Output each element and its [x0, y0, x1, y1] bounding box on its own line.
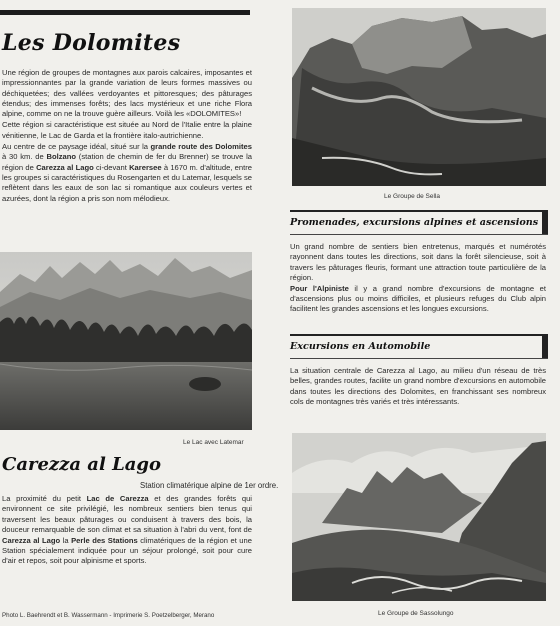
section-rule [542, 336, 548, 358]
section-header-promenades [290, 210, 548, 235]
carezza-paragraph: La proximité du petit Lac de Carezza et des grandes forêts qui environnent ce site privilégié, les nombreux sentiers bien tenus qui traversent les beaux pâturages ou conduisent à travers des bois, la douceur remarquable de son climat et sa situation à l'abri du vent, font de Carezza al Lago la Perle des Stations climatériques de la région et une Station spécialement indiquée pour un séjour prolongé, soit pour cure d'air et repos, soit pour alpinisme et sports. [2, 494, 252, 566]
section-title-promenades: Promenades, excursions alpines et ascensions [290, 217, 539, 228]
photo-sella-group [292, 8, 546, 186]
promenades-paragraph-2: Pour l'Alpiniste il y a grand nombre d'excursions de montagne et d'ascensions plus ou moins difficiles, et plusieurs refuges du Club alpin facilitent les grandes ascensions et les longues excursions. [290, 283, 546, 314]
intro-paragraph-3: Au centre de ce paysage idéal, situé sur la grande route des Dolomites à 30 km. de Bolzano (station de chemin de fer du Brenner) se trouve la région de Carezza al Lago ci-devant Karersee à 1670 m. d'altitude, entre les groupes si caractéristiques du Rosengarten et du Latemar, lesquels se reflètent dans les eaux de son lac si romantique aux couleurs vertes et azurées, dont la région a pris son nom mélodieux. [2, 142, 252, 203]
carezza-title: Carezza al Lago [2, 454, 161, 475]
intro-paragraph-1: Une région de groupes de montagnes aux parois calcaires, imposantes et impressionnantes par la grande variation de leurs formes massives ou déchiquetées; des vallées verdoyantes et pittoresques; des pâturages étendus; des immenses forêts; des lacs mystérieux et une riche Flora alpine, comme on ne la trouve guère ailleurs. Voilà les «DOLOMITES»! [2, 68, 252, 119]
intro-text [2, 68, 252, 205]
section-rule [542, 212, 548, 234]
top-rule [0, 10, 250, 15]
carezza-text [2, 494, 252, 567]
page-title: Les Dolomites [2, 30, 181, 56]
automobile-paragraph: La situation centrale de Carezza al Lago, au milieu d'un réseau de très belles, grandes routes, facilite un grand nombre d'excursions en automobile dans toutes les directions des Dolomites, en franchissant ses nombreux cols de montagnes très variés et très intéressants. [290, 366, 546, 407]
promenades-text [290, 242, 546, 315]
carezza-subtitle: Station climatérique alpine de 1er ordre. [140, 481, 279, 490]
caption-sella: Le Groupe de Sella [384, 193, 441, 200]
caption-sassolungo: Le Groupe de Sassolungo [378, 610, 454, 617]
footer-credits: Photo L. Baehrendt et B. Wassermann - Imprimerie S. Poetzelberger, Merano [2, 612, 215, 619]
section-header-automobile [290, 334, 548, 359]
intro-paragraph-2: Cette région si caractéristique est située au Nord de l'Italie entre la plaine vénitienne, le Lac de Garda et la frontière italo-autrichienne. [2, 120, 252, 140]
photo-sassolungo-group [292, 433, 546, 601]
automobile-text [290, 366, 546, 408]
section-title-automobile: Excursions en Automobile [290, 341, 431, 352]
caption-lake: Le Lac avec Latemar [183, 439, 244, 446]
photo-lake-latemar [0, 252, 252, 430]
promenades-paragraph-1: Un grand nombre de sentiers bien entretenus, marqués et numérotés rayonnent dans toutes les directions, soit dans la forêt silencieuse, soit à travers les pâturages fleuris, formant une attraction toute particulière de la région. [290, 242, 546, 283]
